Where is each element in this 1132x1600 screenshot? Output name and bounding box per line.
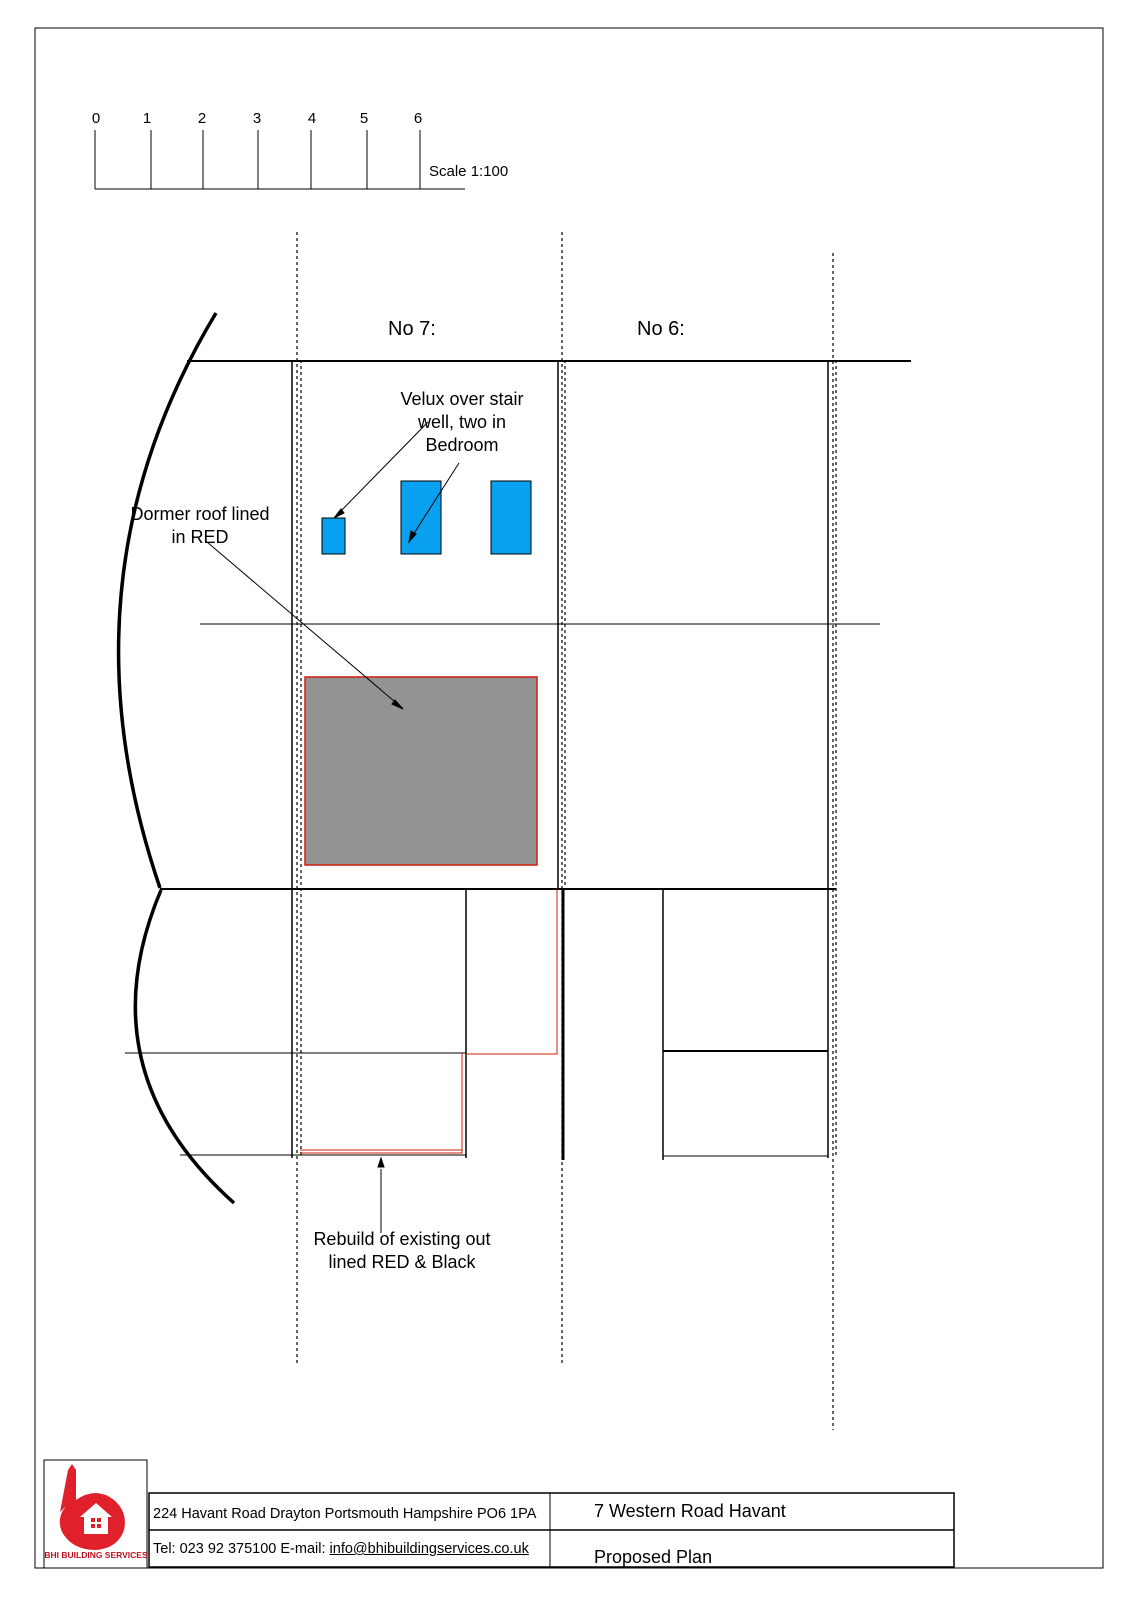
velux-rooflight-bedroom-1	[401, 481, 441, 554]
scale-tick-0: 0	[91, 110, 101, 127]
house-no6-label: No 6:	[637, 318, 685, 340]
road-curve-lower	[135, 890, 234, 1203]
rebuild-note-line-1: Rebuild of existing out	[313, 1229, 491, 1249]
velux-note-line-2: well, two in	[417, 412, 507, 432]
rebuild-note-line-2: lined RED & Black	[328, 1252, 476, 1272]
velux-rooflight-bedroom-2	[491, 481, 531, 554]
velux-note-line-1: Velux over stair	[400, 389, 524, 409]
scale-label: Scale 1:100	[429, 163, 509, 180]
house-no7-label: No 7:	[388, 318, 436, 340]
scale-tick-4: 4	[307, 110, 317, 127]
dormer-roof	[305, 677, 537, 865]
scale-tick-3: 3	[252, 110, 262, 127]
scale-tick-6: 6	[413, 110, 423, 127]
sheet-border	[35, 28, 1103, 1568]
drawing-title: Proposed Plan	[594, 1547, 713, 1567]
scale-tick-5: 5	[359, 110, 369, 127]
rebuild-red-outline	[300, 889, 557, 1153]
dormer-note-line-2: in RED	[171, 527, 229, 547]
velux-rooflight-stairwell	[322, 518, 345, 554]
company-address: 224 Havant Road Drayton Portsmouth Hampshire PO6 1PA	[153, 1506, 537, 1522]
telephone-label: Tel: 023 92 375100 E-mail:	[153, 1541, 326, 1557]
velux-note-line-3: Bedroom	[425, 435, 499, 455]
dormer-note-line-1: Dormer roof lined	[130, 504, 270, 524]
company-logo	[60, 1464, 125, 1550]
scale-bar	[95, 130, 465, 189]
company-contact	[153, 1541, 529, 1557]
project-name: 7 Western Road Havant	[594, 1501, 786, 1521]
email-link[interactable]: info@bhibuildingservices.co.uk	[329, 1541, 529, 1557]
road-curve-upper	[119, 313, 216, 888]
scale-tick-2: 2	[197, 110, 207, 127]
logo-text: BHI BUILDING SERVICES	[44, 1550, 148, 1560]
scale-tick-1: 1	[142, 110, 152, 127]
